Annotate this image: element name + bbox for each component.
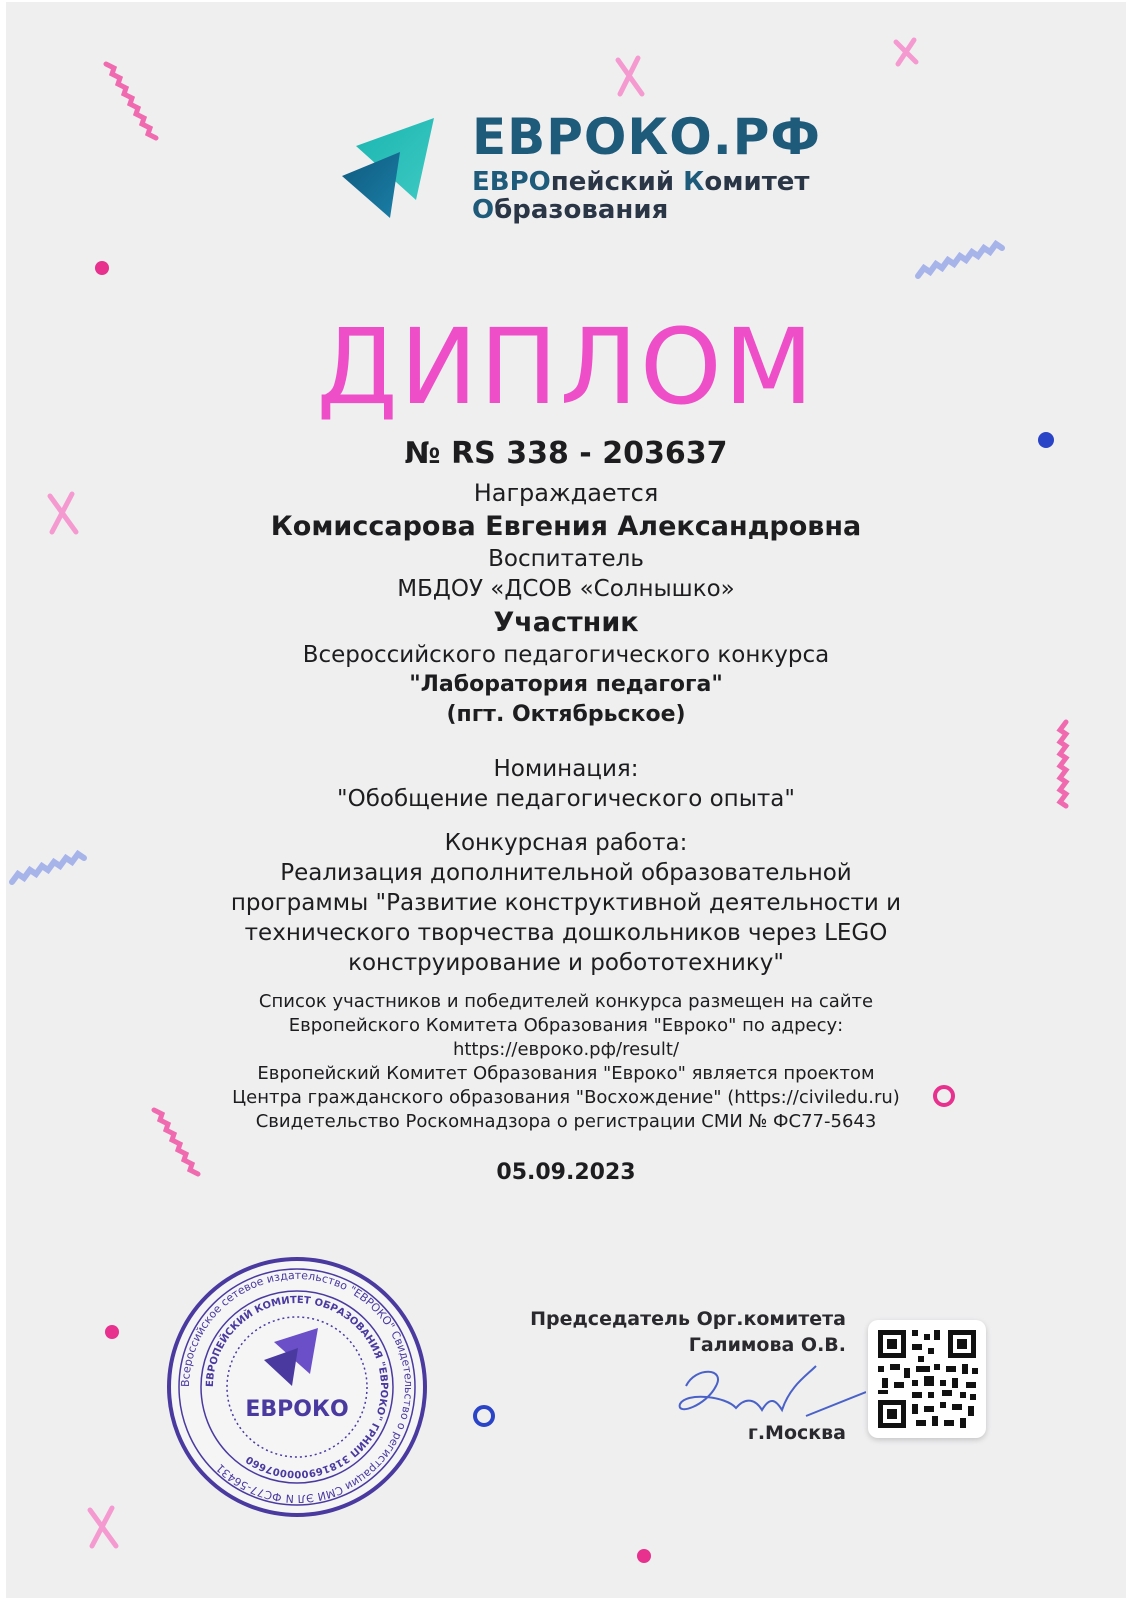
confetti-ring-blue (475, 1407, 493, 1425)
signature-block (446, 1306, 846, 1358)
recipient-position: Воспитатель (488, 546, 644, 572)
awarded-label: Награждается (473, 479, 659, 507)
footnote-line: Свидетельство Роскомнадзора о регистрации СМИ № ФС77-5643 (255, 1111, 877, 1132)
issue-date: 05.09.2023 (496, 1160, 636, 1185)
logo-sub-accent-2: К (683, 167, 705, 197)
footnote-line: Центра гражданского образования "Восхождение" (https://civiledu.ru) (232, 1087, 900, 1108)
confetti-ribbon-right (1060, 722, 1066, 806)
work-block (156, 828, 976, 978)
qr-code-icon (868, 1320, 986, 1438)
confetti-dot-pink-1 (95, 261, 109, 275)
contest-type: Всероссийского педагогического конкурса (302, 642, 830, 668)
footnote-block (156, 990, 976, 1134)
participation-status: Участник (493, 607, 639, 638)
confetti-star-bottom-left (90, 1508, 116, 1546)
contest-name: "Лаборатория педагога" (409, 672, 723, 697)
qr-code (868, 1320, 986, 1438)
logo-sub-accent-1: ЕВРО (472, 167, 551, 197)
diploma-page (6, 2, 1126, 1598)
logo-subtitle (472, 168, 810, 224)
confetti-dot-pink-3 (637, 1549, 651, 1563)
evroko-logo (342, 106, 822, 226)
award-block (156, 478, 976, 730)
chairman-name: Галимова О.В. (688, 1334, 846, 1356)
nomination-value: "Обобщение педагогического опыта" (337, 786, 795, 812)
work-line: конструирование и робототехнику" (348, 950, 784, 976)
footnote-line: Европейский Комитет Образования "Евроко" является проектом (257, 1063, 875, 1084)
signature-city: г.Москва (747, 1422, 846, 1444)
recipient-organization: МБДОУ «ДСОВ «Солнышко» (397, 576, 735, 602)
confetti-ribbon-left-blue (12, 854, 84, 882)
stamp-seal (166, 1256, 428, 1518)
seal-inner-text: ЕВРОПЕЙСКИЙ КОМИТЕТ ОБРАЗОВАНИЯ "ЕВРОКО" ГРНИП 318169000007660 (204, 1294, 390, 1480)
seal-outer-text: Всероссийское сетевое издательство "ЕВРОКО" Свидетельство о регистрации СМИ ЭЛ N ФС77-56431 (178, 1268, 416, 1506)
work-line: технического творчества дошкольников через LEGO (244, 920, 888, 946)
recipient-name: Комиссарова Евгения Александровна (270, 511, 862, 542)
logo-sub-rest-1: пейский (550, 167, 684, 197)
footnote-link: https://евроко.рф/result/ (452, 1039, 680, 1060)
diploma-title: ДИПЛОМ (316, 306, 816, 428)
footnote-line: Список участников и победителей конкурса размещен на сайте (258, 991, 874, 1012)
work-label: Конкурсная работа: (444, 830, 688, 856)
confetti-star-top (618, 40, 916, 94)
logo-sub-rest-3: бразования (494, 195, 669, 225)
nomination-block (156, 754, 976, 814)
confetti-dot-blue-1 (1038, 432, 1054, 448)
diploma-number: № RS 338 - 203637 (404, 436, 728, 471)
work-line: программы "Развитие конструктивной деятельности и (230, 890, 902, 916)
logo-sub-rest-2: омитет (704, 167, 810, 197)
logo-title: ЕВРОКО.РФ (472, 108, 822, 166)
footnote-line: Европейского Комитета Образования "Евроко" по адресу: (288, 1015, 844, 1036)
contest-place: (пгт. Октябрьское) (446, 702, 686, 727)
nomination-label: Номинация: (493, 756, 639, 782)
confetti-ribbon-top-right (918, 244, 1002, 276)
work-line: Реализация дополнительной образовательной (280, 860, 852, 886)
seal-center-label: ЕВРОКО (245, 1397, 349, 1422)
chairman-role: Председатель Орг.комитета (530, 1308, 846, 1330)
confetti-dot-pink-2 (105, 1325, 119, 1339)
logo-triangle-icon (342, 116, 462, 236)
confetti-ribbon-top-left (106, 64, 156, 138)
logo-sub-accent-3: О (472, 195, 495, 225)
confetti-star-left (50, 494, 76, 532)
